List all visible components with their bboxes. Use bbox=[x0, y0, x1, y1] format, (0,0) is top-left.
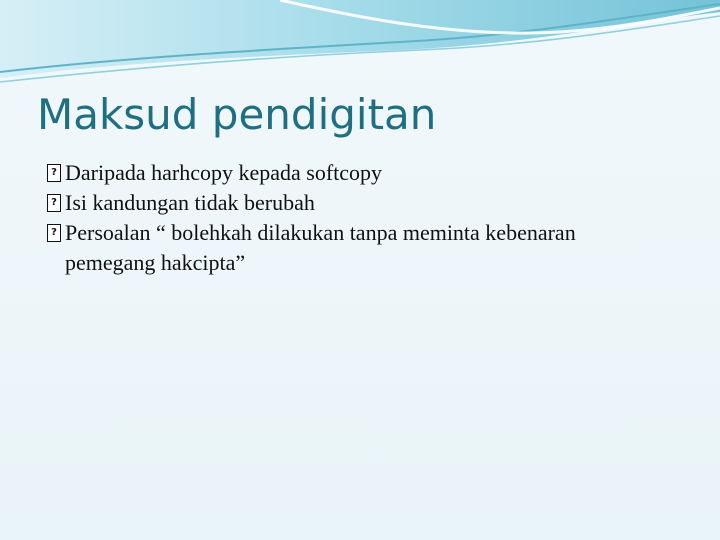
bullet-text: Daripada harhcopy kepada softcopy bbox=[65, 160, 383, 185]
slide-title: Maksud pendigitan bbox=[37, 90, 437, 139]
header-wave-decoration bbox=[0, 0, 720, 90]
missing-glyph-icon bbox=[47, 224, 61, 242]
missing-glyph-icon bbox=[47, 164, 61, 182]
bullet-item bbox=[0, 188, 665, 218]
bullet-text: Isi kandungan tidak berubah bbox=[65, 190, 315, 215]
missing-glyph-icon bbox=[47, 194, 61, 212]
bullet-text: Persoalan “ bolehkah dilakukan tanpa meminta kebenaran pemegang hakcipta” bbox=[65, 220, 576, 275]
bullet-item bbox=[0, 158, 665, 188]
bullet-list bbox=[0, 158, 720, 278]
bullet-item bbox=[0, 218, 665, 278]
